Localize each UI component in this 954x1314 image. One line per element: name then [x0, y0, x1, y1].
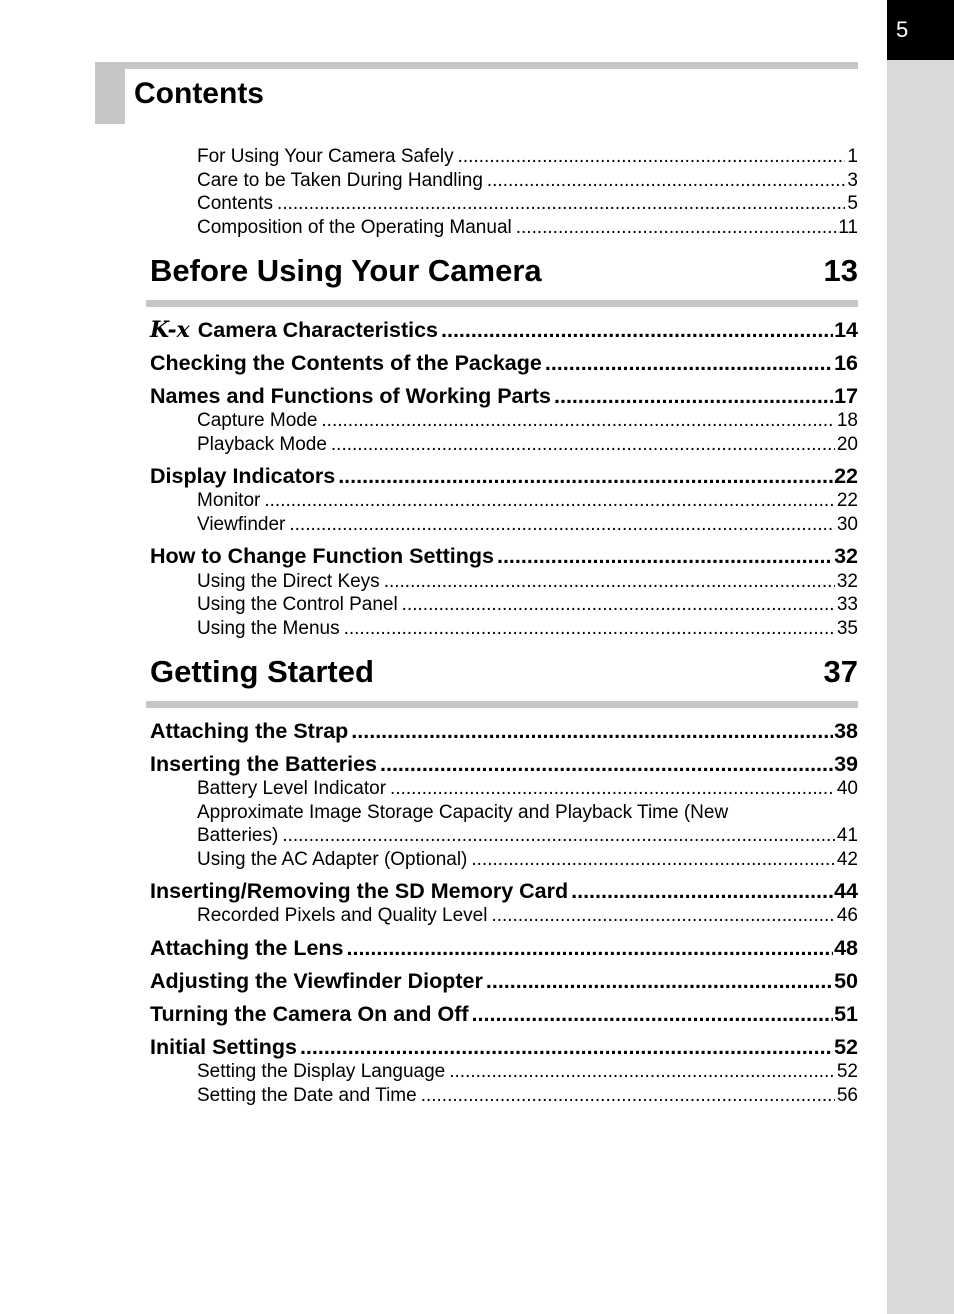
toc-entry[interactable]	[197, 1060, 858, 1084]
toc-section-page: 32	[834, 544, 858, 568]
page-title: Contents	[134, 77, 264, 110]
toc-section-text: Checking the Contents of the Package	[150, 351, 542, 375]
toc-entry-text: Recorded Pixels and Quality Level	[197, 905, 488, 926]
page-number-tab: 5	[887, 0, 954, 60]
toc-entry-text: Capture Mode	[197, 410, 318, 431]
toc-entry-page: 40	[836, 778, 858, 799]
toc-entry[interactable]	[197, 433, 858, 457]
toc-entry-page: 5	[847, 193, 858, 214]
toc-section-text: Initial Settings	[150, 1035, 297, 1059]
toc-leader	[486, 966, 833, 996]
toc-section-text: Attaching the Strap	[150, 719, 349, 743]
toc-leader	[321, 409, 834, 433]
toc-leader	[458, 145, 846, 169]
toc-section[interactable]	[150, 876, 858, 906]
toc-entry-text[interactable]: Approximate Image Storage Capacity and Playback Time (New	[197, 802, 729, 823]
toc-entry-page: 18	[836, 410, 858, 431]
toc-leader	[282, 824, 835, 848]
toc-entry-text: Using the Menus	[197, 618, 340, 639]
toc-section[interactable]	[150, 716, 858, 746]
toc-section-page: 48	[834, 936, 858, 960]
toc-section[interactable]	[150, 966, 858, 996]
toc-section[interactable]	[150, 381, 858, 411]
chapter-page: 37	[823, 654, 858, 689]
toc-leader	[347, 933, 834, 963]
toc-entry[interactable]	[197, 409, 858, 433]
toc-section-page: 51	[834, 1002, 858, 1026]
toc-entry-page: 56	[836, 1085, 858, 1106]
toc-leader	[344, 617, 835, 641]
toc-section-page: 39	[834, 752, 858, 776]
toc-entry[interactable]	[197, 848, 858, 872]
chapter-title: Before Using Your Camera	[150, 253, 542, 288]
toc-section[interactable]	[150, 315, 858, 345]
chapter-page: 13	[823, 253, 858, 288]
toc-entry-page: 32	[836, 571, 858, 592]
toc-leader	[571, 876, 833, 906]
kx-logo-icon: K-x	[150, 317, 190, 343]
side-margin-bar	[887, 0, 954, 1314]
toc-leader	[441, 315, 833, 345]
toc-entry[interactable]	[197, 1084, 858, 1108]
toc-leader	[497, 541, 833, 571]
toc-entry-page: 52	[836, 1061, 858, 1082]
toc-entry-page: 20	[836, 434, 858, 455]
toc-leader	[472, 999, 834, 1029]
toc-entry-page: 22	[836, 490, 858, 511]
title-bar-left	[95, 62, 125, 124]
toc-section-text: Adjusting the Viewfinder Diopter	[150, 969, 483, 993]
toc-leader	[380, 749, 833, 779]
toc-leader	[545, 348, 833, 378]
toc-section-text: Turning the Camera On and Off	[150, 1002, 469, 1026]
toc-section-text: How to Change Function Settings	[150, 544, 494, 568]
toc-leader	[277, 192, 845, 216]
toc-entry-text: Using the AC Adapter (Optional)	[197, 849, 468, 870]
toc-entry-text: Viewfinder	[197, 514, 286, 535]
toc-entry-page: 11	[838, 217, 858, 238]
toc-leader	[402, 593, 835, 617]
toc-entry-text: Care to be Taken During Handling	[197, 170, 483, 191]
toc-entry-page: 46	[836, 905, 858, 926]
toc-entry-page: 3	[847, 170, 858, 191]
toc-section[interactable]	[150, 461, 858, 491]
toc-entry[interactable]	[197, 145, 858, 169]
toc-section-page: 52	[834, 1035, 858, 1059]
chapter-rule	[146, 300, 858, 307]
toc-leader	[491, 904, 834, 928]
toc-section-text: Names and Functions of Working Parts	[150, 384, 551, 408]
toc-leader	[390, 777, 835, 801]
toc-entry[interactable]	[197, 169, 858, 193]
toc-section-page: 44	[834, 879, 858, 903]
toc-section-text: Attaching the Lens	[150, 936, 344, 960]
toc-entry-text: Setting the Display Language	[197, 1061, 446, 1082]
toc-entry-text: Batteries)	[197, 825, 279, 846]
toc-leader	[421, 1084, 835, 1108]
toc-leader	[384, 570, 835, 594]
toc-section[interactable]	[150, 933, 858, 963]
toc-entry-text: Using the Control Panel	[197, 594, 398, 615]
toc-leader	[487, 169, 846, 193]
chapter-title: Getting Started	[150, 654, 374, 689]
toc-entry[interactable]	[197, 617, 858, 641]
toc-leader	[351, 716, 833, 746]
chapter-rule	[146, 701, 858, 708]
toc-section[interactable]	[150, 1032, 858, 1062]
toc-entry-page: 30	[836, 514, 858, 535]
toc-section-page: 16	[834, 351, 858, 375]
toc-leader	[331, 433, 835, 457]
toc-entry-page: 42	[836, 849, 858, 870]
toc-entry[interactable]	[197, 777, 858, 801]
toc-entry-text: Battery Level Indicator	[197, 778, 387, 799]
toc-entry-page: 41	[836, 825, 858, 846]
toc-section-text: Inserting/Removing the SD Memory Card	[150, 879, 569, 903]
toc-entry[interactable]	[197, 192, 858, 216]
toc-entry[interactable]	[197, 489, 858, 513]
toc-section-page: 50	[834, 969, 858, 993]
toc-leader	[554, 381, 833, 411]
toc-section[interactable]	[150, 999, 858, 1029]
toc-entry-page: 33	[836, 594, 858, 615]
toc-section[interactable]	[150, 749, 858, 779]
toc-entry-text: Using the Direct Keys	[197, 571, 380, 592]
toc-entry-text: Setting the Date and Time	[197, 1085, 417, 1106]
toc-leader	[449, 1060, 835, 1084]
toc-entry[interactable]	[197, 513, 858, 537]
toc-leader	[289, 513, 834, 537]
toc-section-text: Inserting the Batteries	[150, 752, 377, 776]
toc-entry-text: Playback Mode	[197, 434, 327, 455]
toc-entry[interactable]	[197, 824, 858, 848]
toc-entry-page: 35	[836, 618, 858, 639]
chapter-heading[interactable]	[150, 652, 858, 692]
toc-section[interactable]	[150, 348, 858, 378]
toc-entry[interactable]	[197, 570, 858, 594]
toc-entry[interactable]	[197, 904, 858, 928]
toc-leader	[471, 848, 834, 872]
toc-section-text: Camera Characteristics	[197, 318, 438, 342]
toc-leader	[516, 216, 837, 240]
toc-entry-text: Composition of the Operating Manual	[197, 217, 512, 238]
toc-leader	[264, 489, 835, 513]
title-bar-top	[95, 62, 858, 69]
toc-leader	[300, 1032, 833, 1062]
toc-entry-page: 1	[847, 146, 858, 167]
toc-section-page: 22	[834, 464, 858, 488]
toc-entry-text: For Using Your Camera Safely	[197, 146, 454, 167]
toc-entry[interactable]	[197, 593, 858, 617]
toc-entry-text: Monitor	[197, 490, 261, 511]
toc-section[interactable]	[150, 541, 858, 571]
toc-entry-text: Contents	[197, 193, 274, 214]
toc-section-page: 17	[834, 384, 858, 408]
toc-leader	[338, 461, 833, 491]
toc-section-page: 14	[834, 318, 858, 342]
toc-section-text: Display Indicators	[150, 464, 336, 488]
toc-section-page: 38	[834, 719, 858, 743]
chapter-heading[interactable]	[150, 251, 858, 291]
toc-entry[interactable]	[197, 216, 858, 240]
